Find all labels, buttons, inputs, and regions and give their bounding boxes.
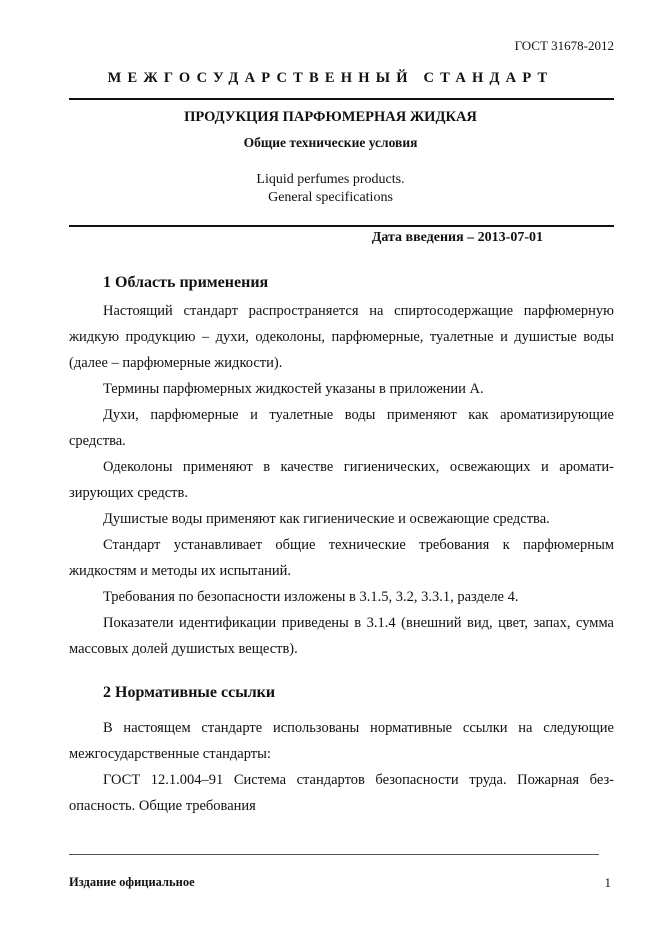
english-title-line2: General specifications bbox=[268, 190, 393, 205]
top-divider bbox=[69, 98, 614, 100]
page-number: 1 bbox=[604, 875, 611, 890]
paragraph: Одеколоны применяют в качестве гигиенических, освежающих и аромати-зирующих средств. bbox=[69, 459, 614, 501]
paragraph: Настоящий стандарт распространяется на спиртосодержащие парфюмерную жидкую продукцию – духи, одеколоны, парфюмерные, туалетные и душистые воды (далее – парфюмерные жидкости). bbox=[69, 303, 614, 371]
document-title: ПРОДУКЦИЯ ПАРФЮМЕРНАЯ ЖИДКАЯ bbox=[184, 109, 477, 125]
paragraph: Стандарт устанавливает общие технические требования к парфюмерным жидкостям и методы их испытаний. bbox=[69, 537, 614, 579]
interstate-standard-banner: МЕЖГОСУДАРСТВЕННЫЙ СТАНДАРТ bbox=[107, 70, 554, 86]
section-2 bbox=[69, 683, 614, 703]
english-title-line1: Liquid perfumes products. bbox=[256, 172, 405, 187]
section-2-heading: 2 Нормативные ссылки bbox=[103, 684, 276, 701]
introduction-date: Дата введения – 2013-07-01 bbox=[371, 230, 543, 245]
document-subtitle: Общие технические условия bbox=[243, 135, 418, 150]
english-title bbox=[0, 171, 661, 207]
paragraph: Духи, парфюмерные и туалетные воды применяют как ароматизирующие средства. bbox=[69, 407, 614, 449]
paragraph: ГОСТ 12.1.004–91 Система стандартов безопасности труда. Пожарная без-опасность. Общие требования bbox=[69, 772, 614, 814]
footer-divider bbox=[69, 854, 599, 855]
paragraph: Требования по безопасности изложены в 3.1.5, 3.2, 3.3.1, разделе 4. bbox=[103, 589, 519, 605]
section-1 bbox=[69, 273, 614, 293]
paragraph: Душистые воды применяют как гигиенические и освежающие средства. bbox=[103, 511, 550, 527]
paragraph: Показатели идентификации приведены в 3.1.4 (внешний вид, цвет, запах, сумма массовых долей душистых веществ). bbox=[69, 615, 614, 657]
standard-code: ГОСТ 31678-2012 bbox=[514, 38, 614, 53]
document-body bbox=[69, 273, 614, 819]
paragraph: В настоящем стандарте использованы нормативные ссылки на следующие межгосударственные стандарты: bbox=[69, 720, 614, 762]
title-divider bbox=[69, 225, 614, 227]
official-edition-label: Издание официальное bbox=[69, 875, 195, 889]
paragraph: Термины парфюмерных жидкостей указаны в приложении А. bbox=[103, 381, 484, 397]
section-1-heading: 1 Область применения bbox=[103, 274, 269, 291]
